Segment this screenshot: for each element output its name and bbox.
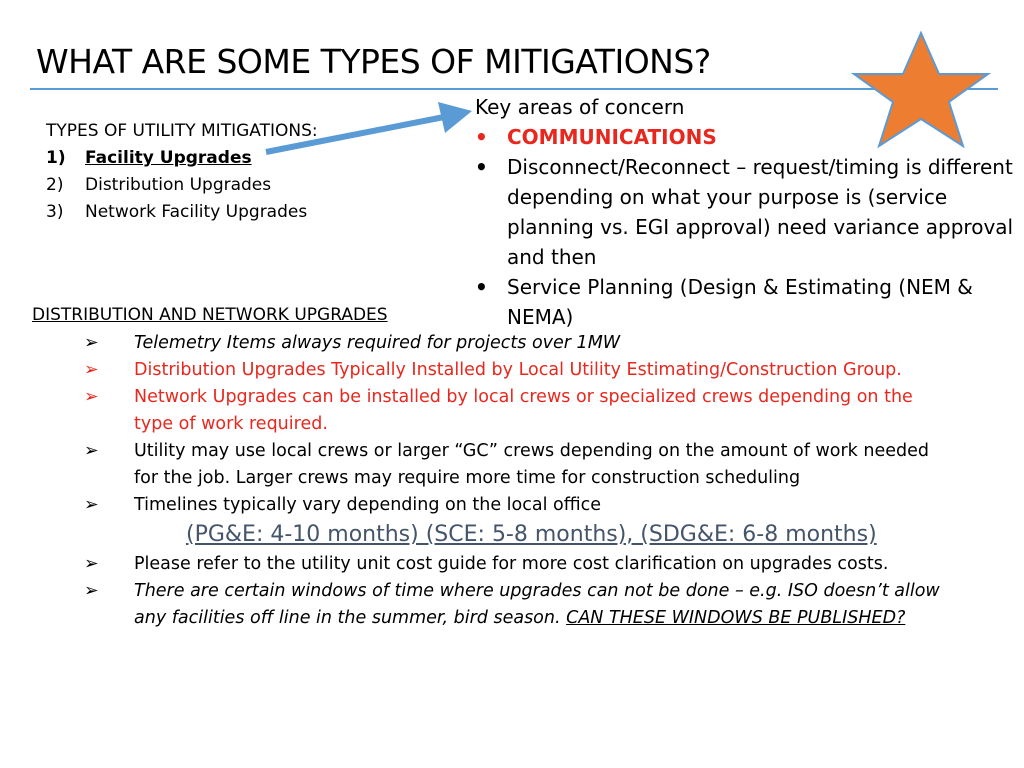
list-item: ➢ Network Upgrades can be installed by local crews or specialized crews depending on the type of work required. <box>84 387 913 434</box>
distribution-heading: DISTRIBUTION AND NETWORK UPGRADES <box>32 305 388 325</box>
list-item: 2) Distribution Upgrades <box>46 175 272 195</box>
windows-question: CAN THESE WINDOWS BE PUBLISHED? <box>566 608 906 628</box>
utility-mitigation-types <box>46 118 318 226</box>
slide-title: WHAT ARE SOME TYPES OF MITIGATIONS? <box>36 42 711 81</box>
list-item: ➢ There are certain windows of time where upgrades can not be done – e.g. ISO doesn’t allow any facilities off line in the summer, bird season. CAN THESE WINDOWS BE PUBLISHED? <box>84 581 940 628</box>
list-item: ➢ Timelines typically vary depending on the local office <box>84 495 602 515</box>
list-item: 1) Facility Upgrades <box>46 148 252 168</box>
distribution-upgrades-list <box>84 330 944 632</box>
list-item: 3) Network Facility Upgrades <box>46 202 308 222</box>
list-item: • Disconnect/Reconnect – request/timing is different depending on what your purpose is (service planning vs. EGI approval) need variance approval and then <box>475 155 1014 269</box>
list-item: ➢ Distribution Upgrades Typically Installed by Local Utility Estimating/Construction Group. <box>84 360 902 380</box>
list-item: ➢ Telemetry Items always required for projects over 1MW <box>84 333 621 353</box>
list-item: • Service Planning (Design & Estimating (NEM & NEMA) <box>475 275 973 329</box>
concern-heading: Key areas of concern <box>475 95 685 119</box>
timeline-note: (PG&E: 4-10 months) (SCE: 5-8 months), (SDG&E: 6-8 months) <box>186 522 877 547</box>
list-item: • COMMUNICATIONS <box>475 125 717 149</box>
list-item: ➢ Please refer to the utility unit cost guide for more cost clarification on upgrades costs. <box>84 554 889 574</box>
key-areas-of-concern <box>475 92 1020 332</box>
list-item: ➢ Utility may use local crews or larger “GC” crews depending on the amount of work needed for the job. Larger crews may require more time for construction scheduling <box>84 441 929 488</box>
types-heading: TYPES OF UTILITY MITIGATIONS: <box>46 121 318 141</box>
